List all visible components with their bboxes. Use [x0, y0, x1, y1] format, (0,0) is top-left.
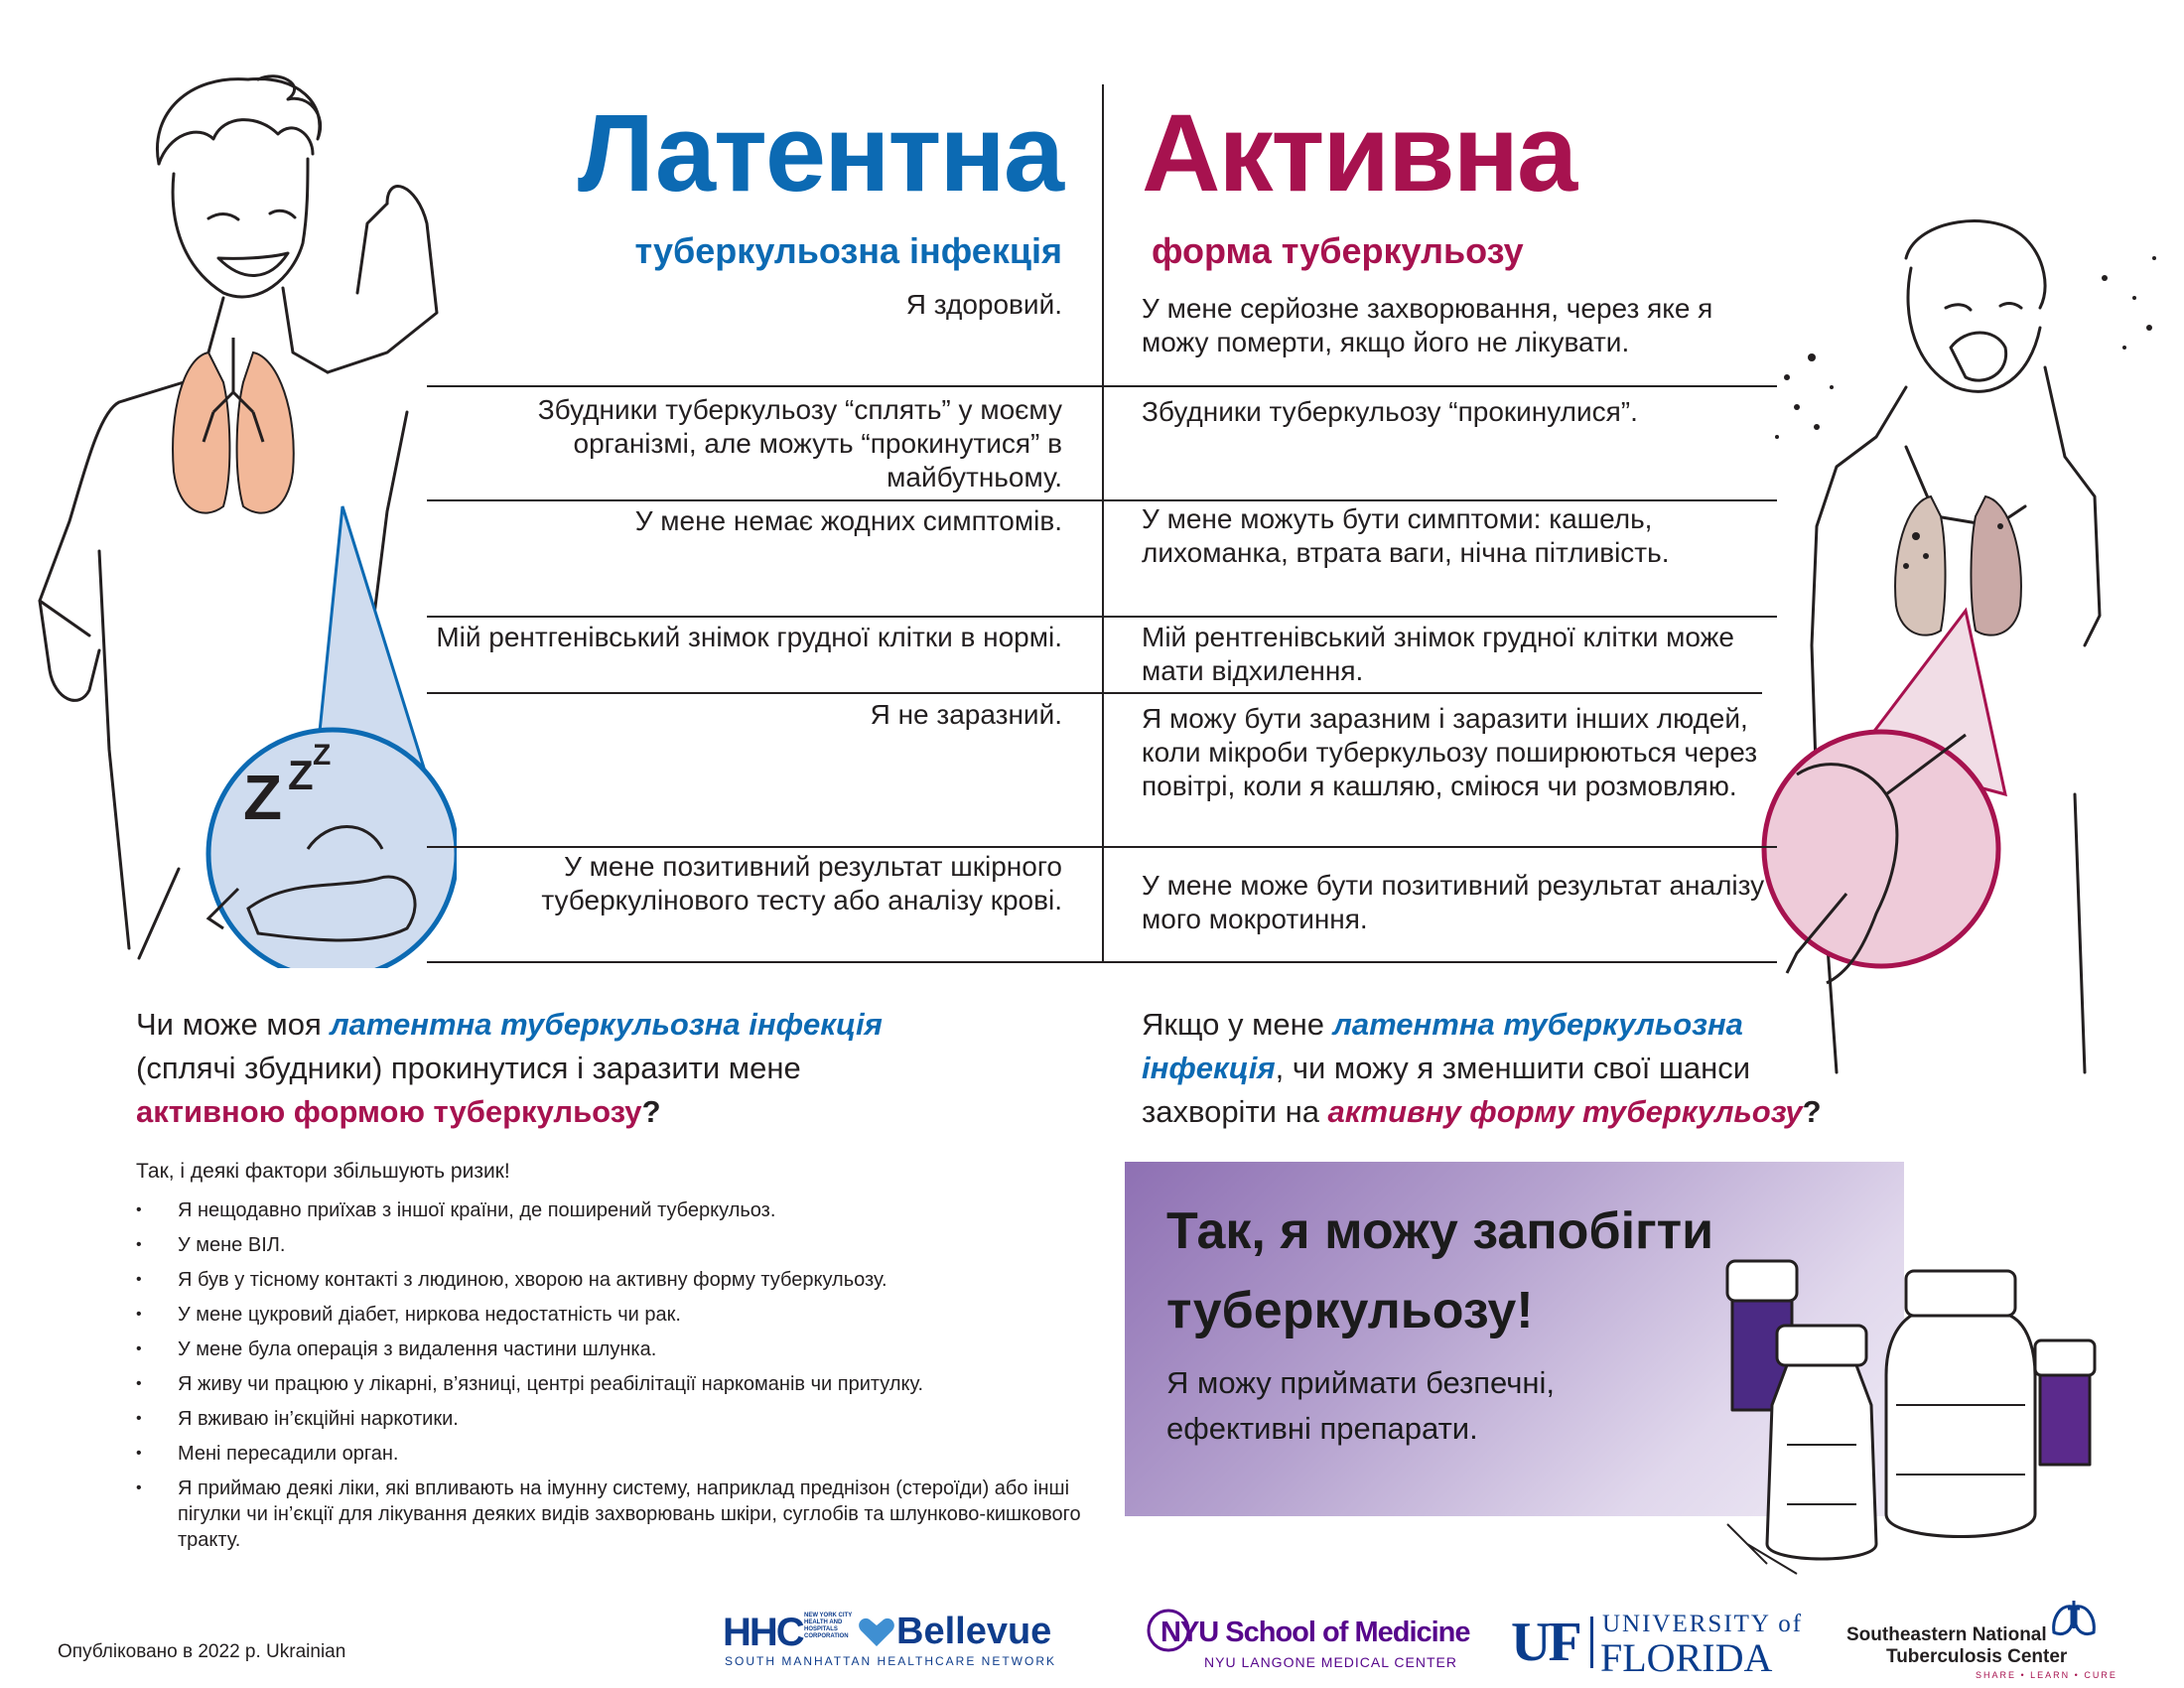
- latent-cell: Я здоровий.: [905, 289, 1062, 320]
- nyu-logo: NYU School of Medicine NYU LANGONE MEDICAL CENTER: [1147, 1609, 1474, 1668]
- list-item: • Я нещодавно приїхав з іншої країни, де поширений туберкульоз.: [136, 1197, 1119, 1223]
- latent-title: Латентна: [577, 92, 1062, 214]
- question-right: Якщо у мене латентна туберкульозна інфекція, чи можу я зменшити свої шанси захворіти на активну форму туберкульозу?: [1142, 1007, 1822, 1129]
- infected-lungs-icon: [1895, 496, 2021, 635]
- active-cell: У мене можуть бути симптоми: кашель, лихоманка, втрата ваги, нічна пітливість.: [1142, 503, 1670, 568]
- publication-note: Опубліковано в 2022 р. Ukrainian: [58, 1641, 346, 1662]
- list-item: • Я вживаю ін’єкційні наркотики.: [136, 1406, 1119, 1432]
- sntc-logo: Southeastern National Tuberculosis Center SHARE • LEARN • CURE: [1846, 1599, 2144, 1678]
- row-divider: [427, 846, 1777, 848]
- active-cell: Я можу бути заразним і заразити інших людей, коли мікроби туберкульозу поширюються через повітрі, коли я кашляю, сміюся чи розмовляю.: [1142, 703, 1758, 801]
- lungs-cross-icon: [2050, 1599, 2098, 1640]
- list-item: • Я живу чи працюю у лікарні, в’язниці, центрі реабілітації наркоманів чи притулку.: [136, 1371, 1119, 1397]
- active-cell: Збудники туберкульозу “прокинулися”.: [1142, 396, 1638, 427]
- heart-icon: [857, 1617, 896, 1648]
- risk-factor-list: [136, 1197, 1119, 1562]
- active-cell: Мій рентгенівський знімок грудної клітки може мати відхилення.: [1142, 622, 1734, 686]
- medicine-bottles-icon: [1707, 1246, 2105, 1584]
- row-divider: [427, 961, 1777, 963]
- row-divider: [427, 385, 1777, 387]
- latent-cell: У мене позитивний результат шкірного туберкулінового тесту або аналізу крові.: [541, 851, 1062, 915]
- row-divider: [427, 499, 1777, 501]
- list-item: • У мене була операція з видалення частини шлунка.: [136, 1336, 1119, 1362]
- zzz-icon: Z: [243, 762, 283, 833]
- coughing-man-illustration: [1757, 199, 2174, 1092]
- healthy-lungs-icon: [173, 338, 294, 513]
- list-item: • Мені пересадили орган.: [136, 1441, 1119, 1467]
- prevention-text: Я можу приймати безпечні, ефективні препарати.: [1166, 1365, 1556, 1446]
- table-divider: [1102, 84, 1104, 963]
- svg-text:Z: Z: [313, 739, 332, 772]
- latent-cell: У мене немає жодних симптомів.: [634, 505, 1062, 536]
- question-left: Чи може моя латентна туберкульозна інфекція (сплячі збудники) прокинутися і заразити мене активною формою туберкульозу?: [136, 1007, 883, 1129]
- list-item: • У мене цукровий діабет, ниркова недостатність чи рак.: [136, 1302, 1119, 1328]
- active-cell: У мене серйозне захворювання, через яке я можу померти, якщо його не лікувати.: [1142, 293, 1713, 357]
- latent-subtitle: туберкульозна інфекція: [634, 230, 1062, 271]
- healthy-man-illustration: [10, 55, 457, 968]
- risk-intro: Так, і деякі фактори збільшують ризик!: [136, 1160, 510, 1183]
- active-title: Активна: [1142, 92, 1576, 214]
- hhc-bellevue-logo: HHC NEW YORK CITY HEALTH AND HOSPITALS CORPORATION Bellevue SOUTH MANHATTAN HEALTHCARE NETWORK: [723, 1611, 1057, 1668]
- active-cell: У мене може бути позитивний результат аналізу мого мокротиння.: [1142, 870, 1765, 934]
- uf-logo: UF UNIVERSITY of FLORIDA: [1511, 1611, 1804, 1680]
- latent-cell: Мій рентгенівський знімок грудної клітки в нормі.: [436, 622, 1062, 652]
- list-item: • Я був у тісному контакті з людиною, хворою на активну форму туберкульозу.: [136, 1267, 1119, 1293]
- prevention-title: Так, я можу запобігти туберкульозу!: [1166, 1202, 1714, 1339]
- active-subtitle: форма туберкульозу: [1152, 230, 1524, 271]
- row-divider: [427, 692, 1762, 694]
- latent-cell: Збудники туберкульозу “сплять” у моєму організмі, але можуть “прокинутися” в майбутньому.: [537, 394, 1062, 492]
- svg-text:Z: Z: [288, 752, 314, 798]
- latent-cell: Я не заразний.: [870, 699, 1062, 730]
- list-item: • У мене ВІЛ.: [136, 1232, 1119, 1258]
- list-item: • Я приймаю деякі ліки, які впливають на імунну систему, наприклад преднізон (стероїди) або інші пігулки чи ін’єкції для лікування деяких видів захворювань шкіри, суглобів та шлунково-кишкового тракту.: [136, 1476, 1119, 1553]
- uf-divider: [1590, 1617, 1593, 1668]
- row-divider: [427, 616, 1777, 618]
